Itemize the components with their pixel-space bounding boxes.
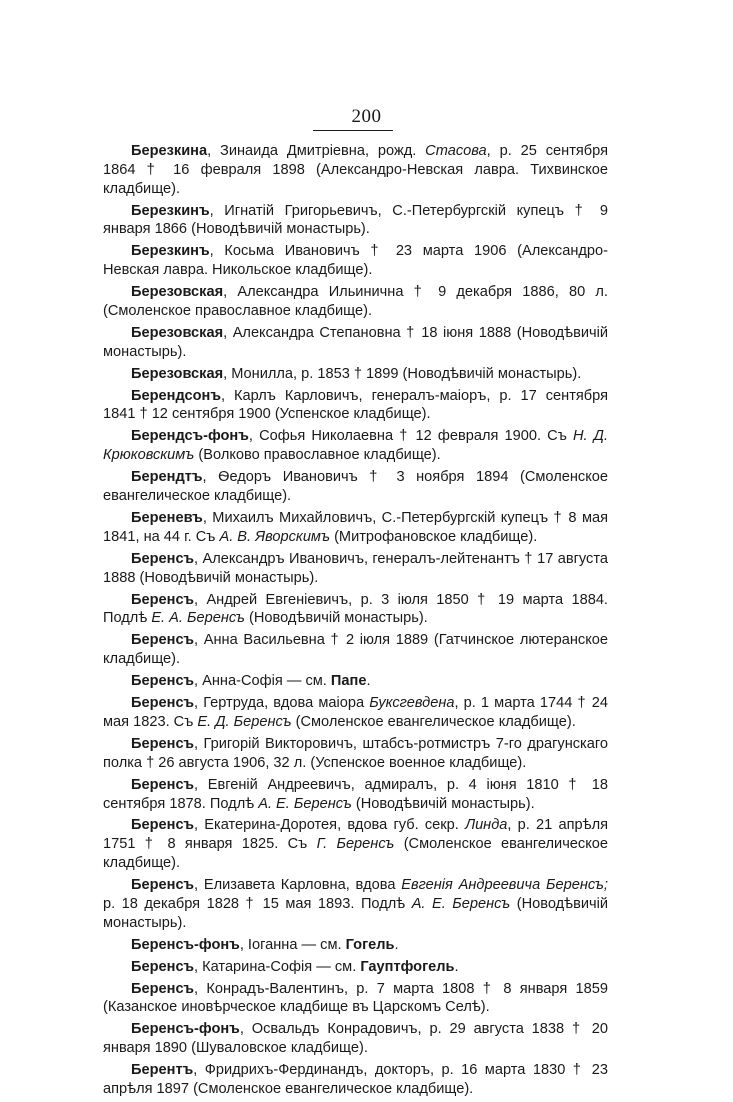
- entry-text: , Александра Степановна † 18 іюня 1888 (Новодѣвичій монастырь).: [103, 324, 608, 360]
- entry-text: р. 18 декабря 1828 † 15 мая 1893. Подлѣ: [103, 895, 412, 912]
- entry-text: , Анна Васильевна † 2 іюля 1889 (Гатчинское лютеранское кладбище).: [103, 632, 608, 668]
- entry: [103, 468, 608, 506]
- entry-surname: Березовская: [131, 284, 224, 301]
- entry-surname: Березкинъ: [131, 202, 210, 219]
- entry-text: (Новодѣвичій монастырь).: [103, 895, 608, 931]
- entry-surname: Беренсъ: [131, 695, 195, 712]
- entry-surname: Берентъ: [131, 1062, 194, 1079]
- entry-text: (Новодѣвичій монастырь).: [351, 795, 535, 812]
- entry: [103, 283, 608, 321]
- entry-text: , р. 25 сентября 1864 † 16 февраля 1898 (Александро-Невская лавра. Тихвинское кладбище).: [103, 143, 608, 197]
- entry-surname: Берендсъ-фонъ: [131, 428, 249, 445]
- entry-surname: Беренсъ: [131, 877, 195, 894]
- entry: [103, 735, 608, 773]
- entry-text: , Монилла, р. 1853 † 1899 (Новодѣвичій монастырь).: [223, 365, 582, 382]
- entry-italic-name: Н. Д. Крюковскимъ: [103, 428, 609, 464]
- entry-text: , Гертруда, вдова маіора: [194, 695, 370, 712]
- entry-surname: Беренсъ: [131, 591, 195, 608]
- entry: [103, 142, 608, 198]
- entry: [103, 427, 608, 465]
- entry-text: , Косьма Ивановичъ † 23 марта 1906 (Александро-Невская лавра. Никольское кладбище).: [103, 243, 608, 279]
- entry-italic-name: Евгенія Андреевича Беренсъ;: [401, 877, 608, 894]
- entry-italic-name: Г. Беренсъ: [316, 836, 395, 853]
- entry-text: , Александра Ильинична † 9 декабря 1886, 80 л. (Смоленское православное кладбище).: [103, 284, 608, 319]
- entry-text: , Игнатій Григорьевичъ, С.-Петербургскій купецъ † 9 января 1866 (Новодѣвичій монастырь).: [103, 202, 608, 238]
- entry: [103, 387, 608, 425]
- entry: [103, 816, 608, 872]
- entry: [103, 1020, 608, 1058]
- entry: [103, 324, 608, 362]
- entry: [103, 694, 608, 732]
- entry-surname: Березовская: [131, 324, 224, 341]
- entry-text: (Смоленское евангелическое кладбище).: [103, 836, 608, 872]
- entry-surname: Береневъ: [131, 510, 203, 527]
- entry: [103, 980, 608, 1018]
- entry: [103, 672, 608, 691]
- entry-cross-reference: Гогель: [345, 936, 395, 953]
- entry-text: , Екатерина-Доротея, вдова губ. секр.: [194, 817, 466, 834]
- entry-italic-name: Е. Д. Беренсъ: [197, 713, 292, 730]
- entry-italic-name: Е. А. Беренсъ: [151, 610, 245, 627]
- entry-text: .: [366, 673, 371, 690]
- entry: [103, 591, 608, 629]
- entry-italic-name: А. Е. Беренсъ: [258, 795, 352, 812]
- entry: [103, 631, 608, 669]
- entry-surname: Беренсъ: [131, 550, 195, 567]
- entry: [103, 958, 608, 977]
- entry: [103, 242, 608, 280]
- entry-text: , Григорій Викторовичъ, штабсъ-ротмистръ 7-го драгунскаго полка † 26 августа 1906, 32 л. (Успенское военное кладбище).: [103, 735, 608, 771]
- entry-cross-reference: Папе: [330, 673, 367, 690]
- entry-text: (Волково православное кладбище).: [194, 447, 441, 464]
- entry-surname: Беренсъ-фонъ: [131, 936, 240, 953]
- entry-surname: Беренсъ: [131, 776, 195, 793]
- entry-text: , Освальдъ Конрадовичъ, р. 29 августа 1838 † 20 января 1890 (Шуваловское кладбище).: [103, 1021, 608, 1057]
- entry-text: , Михаилъ Михайловичъ, С.-Петербургскій купецъ † 8 мая 1841, на 44 г. Съ: [103, 510, 608, 545]
- entry-surname: Березовская: [131, 365, 224, 382]
- entry-text: , Фридрихъ-Фердинандъ, докторъ, р. 16 марта 1830 † 23 апрѣля 1897 (Смоленское евангелическое кладбище).: [103, 1062, 608, 1097]
- entry-italic-name: Буксгевдена: [369, 695, 455, 712]
- entry-text: .: [454, 958, 459, 975]
- entry-text: , Софья Николаевна † 12 февраля 1900. Съ: [248, 428, 573, 445]
- entry-surname: Березкинъ: [131, 243, 210, 260]
- entry-surname: Беренсъ: [131, 980, 195, 997]
- entry-text: , Елизавета Карловна, вдова: [194, 877, 402, 894]
- entry: [103, 776, 608, 814]
- entry-text: , Евгеній Андреевичъ, адмиралъ, р. 4 іюня 1810 † 18 сентября 1878. Подлѣ: [103, 776, 608, 812]
- entry: [103, 1061, 608, 1099]
- entry-surname: Берендсонъ: [131, 387, 222, 404]
- entry-surname: Беренсъ-фонъ: [131, 1021, 240, 1038]
- entry-text: , Анна-Софія — см.: [194, 673, 331, 690]
- entry-cross-reference: Гауптфогель: [360, 958, 455, 975]
- entry-text: , Зинаида Дмитріевна, рожд.: [207, 143, 426, 159]
- entry-text: , Карлъ Карловичъ, генералъ-маіоръ, р. 17 сентября 1841 † 12 сентября 1900 (Успенское кладбище).: [103, 387, 608, 423]
- entry-surname: Беренсъ: [131, 632, 195, 649]
- entry-text: , Іоганна — см.: [239, 936, 346, 953]
- entry-text: , Ѳедоръ Ивановичъ † 3 ноября 1894 (Смоленское евангелическое кладбище).: [103, 469, 608, 505]
- entry-text: , р. 1 марта 1744 † 24 мая 1823. Съ: [103, 695, 608, 730]
- entry: [103, 936, 608, 955]
- entry-italic-name: А. В. Яворскимъ: [219, 528, 331, 545]
- entry: [103, 876, 608, 932]
- entry-surname: Беренсъ: [131, 673, 195, 690]
- entry: [103, 202, 608, 240]
- entry-italic-name: А. Е. Беренсъ: [411, 895, 511, 912]
- entry-text: , Катарина-Софія — см.: [194, 958, 361, 975]
- entry-text: .: [394, 936, 399, 953]
- entry-text: (Смоленское евангелическое кладбище).: [291, 713, 576, 730]
- entry: [103, 509, 608, 547]
- entry-italic-name: Стасова: [425, 143, 487, 159]
- entry-text: (Митрофановское кладбище).: [330, 528, 538, 545]
- page-number: 200: [351, 106, 382, 127]
- entry-surname: Беренсъ: [131, 817, 195, 834]
- entry-text: , Конрадъ-Валентинъ, р. 7 марта 1808 † 8 января 1859 (Казанское иновѣрческое кладбище въ Царскомъ Селѣ).: [103, 980, 608, 1016]
- entry-text: , Андрей Евгеніевичъ, р. 3 іюля 1850 † 19 марта 1884. Подлѣ: [103, 591, 608, 627]
- entry-surname: Березкина: [131, 143, 208, 159]
- entry-surname: Беренсъ: [131, 735, 195, 752]
- entry-surname: Беренсъ: [131, 958, 195, 975]
- entry-italic-name: Линда: [465, 817, 508, 834]
- necrology-entries: [103, 142, 608, 1102]
- entry: [103, 550, 608, 588]
- page-number-rule: [313, 130, 393, 131]
- entry-surname: Берендтъ: [131, 469, 203, 486]
- entry: [103, 365, 608, 384]
- entry-text: , р. 21 апрѣля 1751 † 8 января 1825. Съ: [103, 817, 608, 853]
- entry-text: (Новодѣвичій монастырь).: [244, 610, 428, 627]
- entry-text: , Александръ Ивановичъ, генералъ-лейтенантъ † 17 августа 1888 (Новодѣвичій монастырь).: [103, 550, 608, 586]
